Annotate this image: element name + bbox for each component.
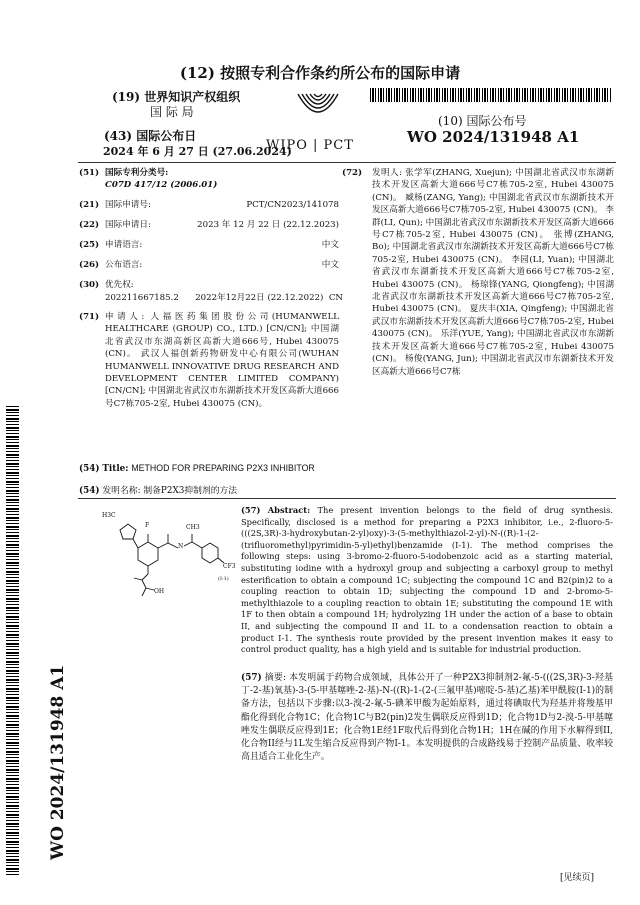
abstract-zh-text: 本发明属于药物合成领域，具体公开了一种P2X3抑制剂2-氟-5-(((2S,3R)-3-羟基丁-2-基)氧基)-3-(5-甲基噻唑-2-基)-N-((R)-1-(2-(三氟甲基)嘧啶-5-基)乙基)苯甲酰胺(I-1)的制备方法，包括以下步骤:以3-溴-2-氟-5-碘苯甲酸为起始原料，通过将碘取代为羟基并将羧基甲酯化得到化合物1C；化合物1C与B2(pin)2发生偶联反应得到1D；化合物1D与2-溴-5-甲基噻唑发生偶联反应得到1E；化合物1E经1F取代后得到化合物1H；1H在碱的作用下水解得到II,化合物II经与1L发生缩合反应得到产物I-1。本发明提供的合成路线易于控制产品质量、收率较高且适合工业化生产。 [241,673,614,763]
priority-value: 202211667185.2 2022年12月22日 (22.12.2022) CN [105,293,343,303]
divider [78,162,616,163]
field-number: (72) [342,168,363,178]
continued-on-next-page: [见续页] [560,873,595,883]
field-number: (30) [79,280,100,290]
chemical-structure [98,508,240,608]
field-value: PCT/CN2023/141078 [246,200,339,210]
structure-drawing [98,508,240,608]
applicant-text: 申请人: 人福医药集团股份公司(HUMANWELL HEALTHCARE (GROUP) CO., LTD.) [CN/CN]; 中国湖北省武汉市东湖高新区高新大道666号, Hubei 430075 (CN)。 武汉人福创新药物研发中心有限公司(WUHAN HUMANWELL INNOVATIVE DRUG RESEARCH AND DEVELOPMENT CENTER LIMITED COMPANY) [CN/CN]; 中国湖北省武汉市东湖新技术开发区高新大道666号C7栋705-2室, Hubei 430075 (CN)。 [105,312,339,409]
field-number: (51) [79,168,100,178]
inventors-text: 发明人: 张学军(ZHANG, Xuejun); 中国湖北省武汉市东湖新技术开发区高新大道666号C7栋705-2室, Hubei 430075 (CN)。 臧杨(ZANG, Yang); 中国湖北省武汉市东湖新技术开发区高新大道666号C7栋705-2室, Hubei 430075 (CN)。 李群(LI, Qun); 中国湖北省武汉市东湖新技术开发区高新大道666号C7栋705-2室, Hubei 430075 (CN)。 张博(ZHANG, Bo); 中国湖北省武汉市东湖新技术开发区高新大道666号C7栋705-2室, Hubei 430075 (CN)。 李园(LI, Yuan); 中国湖北省武汉市东湖新技术开发区高新大道666号C7栋705-2室, Hubei 430075 (CN)。 杨琼锋(YANG, Qiongfeng); 中国湖北省武汉市东湖新技术开发区高新大道666号C7栋705-2室, Hubei 430075 (CN)。 夏庆丰(XIA, Qingfeng); 中国湖北省武汉市东湖新技术开发区高新大道666号C7栋705-2室, Hubei 430075 (CN)。 乐洋(YUE, Yang); 中国湖北省武汉市东湖新技术开发区高新大道666号C7栋705-2室, Hubei 430075 (CN)。 杨俊(YANG, Jun); 中国湖北省武汉市东湖新技术开发区高新大道666号C7栋 [372,168,614,377]
field-number: (21) [79,200,100,210]
pub-date: 2024 年 6 月 27 日 (27.06.2024) [103,145,292,158]
field-number: (26) [79,260,100,270]
field-value: 中文 [321,260,339,270]
abstract-zh [241,672,613,764]
field-number: (54) [79,486,100,496]
divider [78,498,616,499]
amide-n-label: N [178,543,184,550]
classification-value: C07D 417/12 (2006.01) [105,180,218,190]
title-zh [79,483,237,496]
wipo-logo-icon [268,90,368,142]
title-en [79,463,315,474]
field-label: 申请语言: [105,240,143,250]
field-label: 摘要: [264,673,287,683]
abstract-en [241,505,613,656]
vertical-barcode [6,405,19,875]
field-label: 优先权: [105,280,134,290]
field-label: Title: [102,464,129,474]
wipo-pct-logo-text: WIPO | PCT [266,138,354,153]
organization-bureau: 国 际 局 [150,105,194,119]
cf3-label: CF3 [223,563,236,570]
field-label: 公布语言: [105,260,143,270]
field-label: 国际申请号: [105,200,151,210]
bibliographic-left-column [79,167,343,457]
title-zh-value: 制备P2X3抑制剂的方法 [143,486,238,496]
field-number: (57) [241,673,262,683]
side-pub-number: WO 2024/131948 A1 [48,664,68,860]
field-value: 2023 年 12 月 22 日 (22.12.2023) [197,220,339,230]
document-type-title: (12) 按照专利合作条约所公布的国际申请 [179,64,461,82]
inventors-block [342,167,614,378]
barcode [370,88,612,102]
field-label: 发明名称: [102,486,141,496]
organization-name: (19) 世界知识产权组织 [112,90,241,104]
field-number: (57) [241,505,261,515]
title-en-value: METHOD FOR PREPARING P2X3 INHIBITOR [131,463,315,473]
pub-number: WO 2024/131948 A1 [407,128,580,146]
pub-number-label: (10) 国际公布号 [438,114,527,128]
field-label: Abstract: [267,505,311,515]
abstract-en-text: The present invention belongs to the field of drug synthesis. Specifically, disclosed is a method for preparing a P2X3 inhibitor, i.e., 2-fluoro-5-(((2S,3R)-3-hydroxybutan-2-yl)oxy)-3-(5-methylthiazol-2-yl)-N-((R)-1-(2-(trifluoromethyl)pyrimidin-5-yl)ethyl)benzamide (I-1). The method comprises the following steps: using 3-bromo-2-fluoro-5-iodobenzoic acid as a starting material, substituting iodine with a hydroxyl group and subjecting a carboxyl group to methyl esterification to obtain a compound 1C; subjecting the compound 1C and B2(pin)2 to a coupling reaction to obtain 1D; subjecting the compound 1D and 2-bromo-5-methylthiazole to a coupling reaction to obtain 1E; substituting the compound 1E with 1F to then obtain a compound 1H; hydrolyzing 1H under the action of a base to obtain II, and subjecting the compound II and 1L to a condensation reaction to obtain a product I-1. The synthesis route provided by the present invention makes it easy to control product quality, has a high yield and is suitable for industrial production. [241,505,613,655]
methyl-label: H3C [102,512,116,519]
methyl2-label: CH3 [186,524,200,531]
field-label: 国际申请日: [105,220,151,230]
field-label: 国际专利分类号: [105,168,169,178]
field-number: (22) [79,220,100,230]
field-number: (71) [79,312,100,322]
fluoro-label: F [145,522,150,529]
field-value: 中文 [321,240,339,250]
hydroxyl-label: OH [154,588,165,595]
field-number: (25) [79,240,100,250]
pub-date-label: (43) 国际公布日 [104,129,197,143]
field-number: (54) [79,464,100,474]
compound-label: (I-1) [218,576,229,582]
